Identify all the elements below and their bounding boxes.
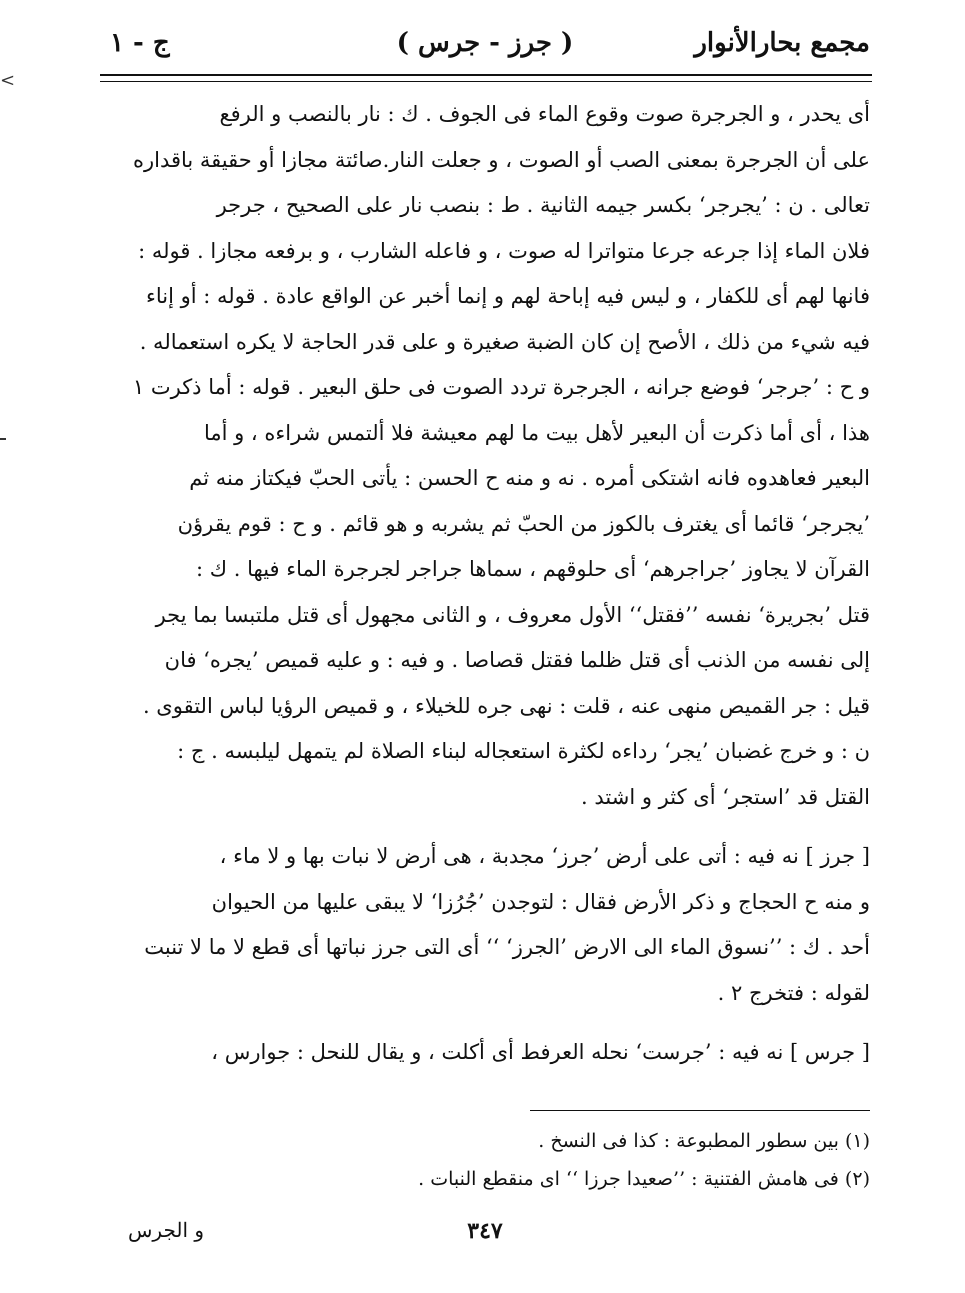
text-line: القرآن لا يجاوز ’جراجرهم‘ أى حلوقهم ، سماها جراجر لجرجرة الماء فيها . ك : bbox=[196, 557, 870, 581]
text-line: إلى نفسه من الذنب أى قتل ظلما فقتل قصاصا . و فيه : و عليه قميص ’يجره‘ فان bbox=[164, 648, 870, 672]
text-line: البعير فعاهدوه فانه اشتكى أمره . نه و منه ح الحسن : يأتى الحبّ فيكتاز منه ثم bbox=[189, 466, 870, 490]
text-line: القتل قد ’استجر‘ أى كثر و اشتد . bbox=[581, 784, 870, 809]
margin-mark: < bbox=[0, 70, 16, 91]
text-line: تعالى . ن : ’يجرجر‘ بكسر جيمه الثانية . ط : بنصب نار على الصحيح ، جرجر bbox=[216, 193, 870, 217]
section-range: ( جرز - جرس ) bbox=[396, 28, 574, 58]
text-line: ’يجرجر‘ قائما أى يغترف بالكوز من الحبّ ثم يشربه و هو قائم . و ح : قوم يقرؤن bbox=[177, 511, 870, 536]
paragraph-gap bbox=[100, 820, 870, 834]
text-line: قيل : جر القميص منهى عنه ، قلت : نهى جره للخيلاء ، و قميص الرؤيا لباس التقوى . bbox=[142, 693, 870, 718]
footnotes bbox=[100, 1122, 870, 1198]
page-footer bbox=[100, 1218, 870, 1258]
text-line: أى يحدر ، و الجرجرة صوت وقوع الماء فى الجوف . ك : نار بالنصب و الرفع bbox=[219, 102, 870, 126]
text-line: هذا ، أى أما ذكرت أن البعير لأهل بيت ما لهم معيشة فلا ألتمس شراءه ، و أما bbox=[203, 420, 870, 445]
text-line: فيه شيء من ذلك ، الأصح إن كان الضبة صغيرة و على قدر الحاجة لا يكره استعماله . bbox=[139, 329, 870, 354]
header-rule bbox=[100, 74, 872, 82]
paragraph-gap bbox=[100, 1016, 870, 1030]
text-line: قتل ’بجريرة‘ نفسه ’’فقتل‘‘ الأول معروف ، و الثانى مجهول أى قتل ملتبسا بما يجر bbox=[155, 602, 870, 627]
footnote-rule bbox=[530, 1110, 870, 1111]
text-line: فانها لهم أى للكفار ، و ليس فيه إباحة لهم و إنما أخبر عن الواقع عادة . قوله : أو إناء bbox=[146, 284, 870, 308]
footnote-2: (٢) فى هامش الفتنية : ’’صعيدا جرزا ‘‘ اى منقطع النبات . bbox=[418, 1168, 870, 1190]
text-line: و ح : ’جرجر‘ فوضع جرانه ، الجرجرة تردد الصوت فى حلق البعير . قوله : أما ذكرت ١ bbox=[132, 375, 870, 399]
catchword: و الجرس bbox=[128, 1218, 205, 1242]
text-line: على أن الجرجرة بمعنى الصب أو الصوت ، و جعلت النار.صائتة مجازا أو حقيقة باقداره bbox=[132, 147, 870, 172]
entry-jarz-line: [ جرز ] نه فيه : أتى على أرض ’جرز‘ مجدبة ، هى أرض لا نبات بها و لا ماء ، bbox=[219, 844, 870, 868]
text-line: فلان الماء إذا جرعه جرعا متواترا له صوت ، و فاعله الشارب ، و برفعه مجازا . قوله : bbox=[138, 238, 870, 263]
entry-jarz-line: أحد . ك : ’’نسوق الماء الى الارض ’الجرز‘ ‘‘ أى التى جرز نباتها أى قطع لا ما لا تنبت bbox=[144, 935, 870, 959]
entry-jaras-line: [ جرس ] نه فيه : ’جرست‘ نحله العرفط أى أكلت ، و يقال للنحل : جوارس ، bbox=[211, 1040, 870, 1064]
running-header bbox=[100, 22, 870, 70]
entry-jarz-line: و منه ح الحجاج و ذكر الأرض فقال : لتوجدن ’جُرُزا‘ لا يبقى عليها من الحيوان bbox=[211, 889, 870, 914]
book-title: مجمع بحارالأنوار bbox=[694, 28, 870, 58]
footnote-1: (١) بين سطور المطبوعة : كذا فى النسخ . bbox=[538, 1130, 870, 1152]
margin-tick bbox=[0, 438, 6, 440]
volume-label: ج - ١ bbox=[110, 28, 170, 58]
entry-jarz-line: لقوله : فتخرج ٢ . bbox=[717, 980, 870, 1005]
text-line: ن : و خرج غضبان ’يجر‘ رداءه لكثرة استعجاله لبناء الصلاة لم يتمهل ليلبسه . ج : bbox=[177, 739, 870, 763]
main-text bbox=[100, 92, 870, 1076]
page-number: ٣٤٧ bbox=[467, 1218, 503, 1244]
